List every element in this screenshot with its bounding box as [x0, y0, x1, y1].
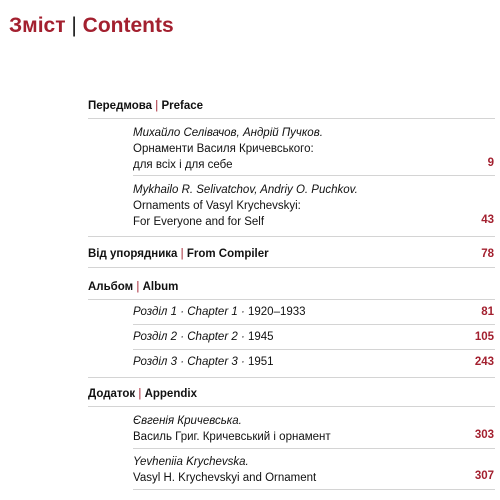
entry-divider	[133, 324, 495, 325]
entry-title-line: для всіх і для себе	[133, 159, 233, 171]
section-separator: |	[136, 281, 140, 293]
title-ua: Зміст	[9, 14, 66, 37]
toc-entry-preface-ua[interactable]	[133, 125, 413, 173]
section-divider	[88, 236, 495, 237]
title-en: Contents	[82, 14, 174, 37]
page-number: 307	[474, 470, 494, 482]
chapter-ua: Розділ 2	[133, 331, 178, 343]
section-title-ua: Від упорядника	[88, 248, 178, 260]
entry-divider	[133, 448, 495, 449]
section-title-en: Preface	[161, 100, 204, 112]
section-album[interactable]	[88, 281, 178, 293]
entry-divider	[133, 349, 495, 350]
entry-divider	[133, 489, 495, 490]
chapter-years: 1951	[248, 356, 274, 368]
section-separator: |	[180, 248, 184, 260]
page-number: 105	[474, 331, 494, 343]
entry-title-line: Василь Григ. Кричевський і орнамент	[133, 431, 331, 443]
section-title-en: From Compiler	[186, 248, 269, 260]
section-separator: |	[138, 388, 142, 400]
section-compiler[interactable]	[88, 248, 269, 260]
entry-author: Mykhailo R. Selivatchov, Andriy O. Puchkov.	[133, 184, 358, 196]
section-divider	[88, 299, 495, 300]
section-divider	[88, 267, 495, 268]
page-number: 81	[481, 306, 494, 318]
title-separator: |	[71, 14, 77, 37]
entry-author: Yevheniia Krychevska.	[133, 456, 249, 468]
section-title-en: Appendix	[144, 388, 197, 400]
section-title-en: Album	[142, 281, 179, 293]
entry-title-line: For Everyone and for Self	[133, 216, 265, 228]
chapter-en: Chapter 2	[187, 331, 238, 343]
entry-divider	[133, 175, 495, 176]
page-number: 303	[474, 429, 494, 441]
toc-entry-appendix-en[interactable]	[133, 454, 413, 486]
toc-entry-chapter-1[interactable]: Розділ 1 · Chapter 1 · 1920–1933	[133, 306, 306, 318]
section-title-ua: Передмова	[88, 100, 153, 112]
section-appendix[interactable]	[88, 388, 197, 400]
chapter-years: 1920–1933	[248, 306, 306, 318]
page-number: 243	[474, 356, 494, 368]
entry-title-line: Vasyl H. Krychevskyi and Ornament	[133, 472, 317, 484]
chapter-years: 1945	[248, 331, 274, 343]
chapter-ua: Розділ 3	[133, 356, 178, 368]
page-number: 78	[481, 248, 494, 260]
entry-author: Михайло Селівачов, Андрій Пучков.	[133, 127, 323, 139]
page-number: 9	[487, 157, 494, 169]
section-title-ua: Альбом	[88, 281, 134, 293]
toc-entry-chapter-3[interactable]: Розділ 3 · Chapter 3 · 1951	[133, 356, 274, 368]
section-divider	[88, 118, 495, 119]
section-title-ua: Додаток	[88, 388, 136, 400]
section-preface[interactable]	[88, 100, 203, 112]
section-divider	[88, 377, 495, 378]
entry-author: Євгенія Кричевська.	[133, 415, 242, 427]
toc-entry-preface-en[interactable]	[133, 182, 413, 230]
section-divider	[88, 406, 495, 407]
entry-title-line: Орнаменти Василя Кричевського:	[133, 143, 314, 155]
section-separator: |	[155, 100, 159, 112]
chapter-en: Chapter 1	[187, 306, 238, 318]
toc-entry-appendix-ua[interactable]	[133, 413, 413, 445]
toc-entry-chapter-2[interactable]: Розділ 2 · Chapter 2 · 1945	[133, 331, 274, 343]
page-number: 43	[481, 214, 494, 226]
entry-title-line: Ornaments of Vasyl Krychevskyi:	[133, 200, 301, 212]
chapter-en: Chapter 3	[187, 356, 238, 368]
chapter-ua: Розділ 1	[133, 306, 178, 318]
page-title	[9, 14, 174, 38]
